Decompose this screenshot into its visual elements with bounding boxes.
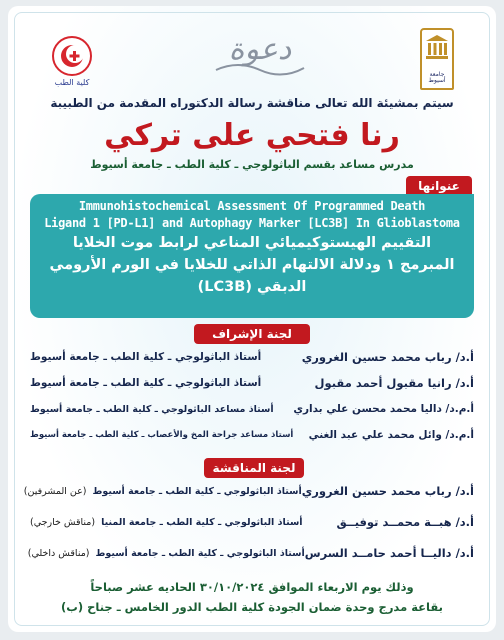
university-logo	[420, 28, 454, 90]
defense-date: وذلك يوم الاربعاء الموافق ٣٠/١٠/٢٠٢٤ الحاديه عشر صباحاً	[90, 580, 414, 594]
supervisor-role: أستاذ مساعد جراحة المخ والأعصاب ـ كلية الطب ـ جامعة أسيوط	[30, 430, 294, 440]
invitation-heading: دعوة	[228, 32, 292, 67]
examiner-role: أستاذ الباثولوجي ـ كلية الطب ـ جامعة أسيوط	[95, 547, 305, 559]
calligraphy-swirl-icon	[214, 62, 306, 76]
supervisor-row	[30, 372, 474, 394]
thesis-title-ar-2: المبرمج ١ ودلالة الالتهام الذاتي للخلايا في الورم الأرومي	[49, 257, 455, 273]
faculty-logo-label: كلية الطب	[54, 78, 90, 87]
supervisor-role: أستاذ الباثولوجي ـ كلية الطب ـ جامعة أسيوط	[30, 351, 262, 363]
thesis-badge: عنوانها	[406, 176, 472, 196]
thesis-title-ar-3: الدبقي (LC3B)	[197, 279, 307, 295]
examiner-note: (مناقش خارجي)	[30, 516, 96, 528]
thesis-title-en-2: Ligand 1 [PD-L1] and Autophagy Marker [LC3B] In Glioblastoma	[44, 216, 460, 230]
invitation-card	[8, 6, 496, 632]
candidate-position: مدرس مساعد بقسم الباثولوجي ـ كلية الطب ـ جامعة أسيوط	[90, 158, 414, 171]
supervisor-name: أ.م.د/ وائل محمد علي عبد الغني	[308, 429, 474, 441]
university-building-icon	[424, 33, 450, 61]
examiner-name: أ.د/ رباب محمد حسين الغروري	[301, 484, 474, 498]
examiner-row	[27, 542, 474, 564]
examiner-name: أ.د/ هبــة محمــد توفيــق	[336, 515, 474, 529]
examiner-note: (عن المشرفين)	[23, 485, 87, 497]
supervisor-name: أ.م.د/ داليا محمد محسن علي بداري	[293, 403, 474, 415]
examiner-row	[23, 480, 474, 502]
examiner-role: أستاذ الباثولوجي ـ كلية الطب ـ جامعة أسيوط	[92, 485, 302, 497]
supervisor-row	[30, 424, 474, 446]
thesis-title-box	[30, 194, 474, 318]
committee-badge: لجنة المناقشة	[204, 458, 304, 478]
examiner-name: أ.د/ داليــا أحمد حامــد السرس	[304, 546, 474, 560]
defense-location: بقاعة مدرج وحدة ضمان الجودة كلية الطب الدور الخامس ـ جناح (ب)	[61, 600, 443, 614]
university-logo-label: جامعة أسيوط	[428, 70, 446, 85]
supervisor-name: أ.د/ رباب محمد حسين الغروري	[301, 350, 474, 364]
intro-text: سيتم بمشيئة الله تعالى مناقشة رسالة الدكتوراه المقدمة من الطبيبة	[50, 96, 454, 110]
examiner-row	[30, 511, 474, 533]
examiner-note: (مناقش داخلي)	[27, 547, 90, 559]
supervisor-name: أ.د/ رانيا مقبول أحمد مقبول	[314, 376, 474, 390]
thesis-title-ar-1: التقييم الهيستوكيميائي المناعي لرابط موت الخلايا	[72, 235, 432, 251]
supervisor-row	[30, 346, 474, 368]
supervision-badge: لجنة الإشراف	[194, 324, 310, 344]
thesis-title-en-1: Immunohistochemical Assessment Of Programmed Death	[78, 199, 426, 213]
faculty-logo-icon	[52, 36, 92, 76]
supervisor-role: أستاذ مساعد الباثولوجي ـ كلية الطب ـ جامعة أسيوط	[30, 403, 274, 415]
supervisor-role: أستاذ الباثولوجي ـ كلية الطب ـ جامعة أسيوط	[30, 377, 262, 389]
examiner-role: أستاذ الباثولوجي ـ كلية الطب ـ جامعة المنيا	[101, 516, 303, 528]
candidate-name: رنا فتحي على تركي	[104, 118, 400, 153]
supervisor-row	[30, 398, 474, 420]
